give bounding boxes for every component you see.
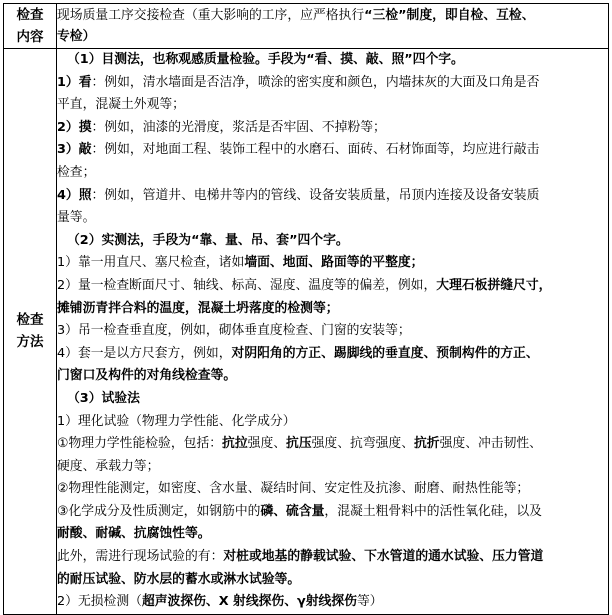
method3-sub1: 1）理化试验（物理力学性能、化学成分） bbox=[57, 413, 296, 429]
text: 等） bbox=[356, 594, 383, 610]
content-line bbox=[57, 5, 608, 26]
bold: 磷、硫含量 bbox=[260, 503, 325, 519]
bold: 大理石板拼缝尺寸， bbox=[436, 277, 552, 293]
text: ：例如，油漆的光滑度，浆活是否牢固、不掉粉等； bbox=[91, 119, 386, 135]
text: 强度、 bbox=[247, 436, 287, 452]
text: 2）无损检测（ bbox=[57, 594, 142, 610]
table-row bbox=[4, 4, 609, 49]
text: 1）靠一用直尺、塞尺检查，诸如 bbox=[57, 255, 245, 271]
header-line: 方法 bbox=[16, 334, 44, 351]
text: ，混凝土粗骨料中的活性氧化硅，以及 bbox=[324, 503, 542, 519]
method3-phys-cont: 硬度、承载力等； bbox=[57, 458, 160, 474]
text: 4）套一是以方尺套方，例如， bbox=[57, 345, 232, 361]
method1-knock-cont: 检查； bbox=[57, 164, 96, 180]
label: 1）看 bbox=[57, 74, 92, 90]
method3-ndt bbox=[57, 591, 608, 614]
method1-knock bbox=[57, 139, 608, 162]
method3-prop: ②物理性能测定，如密度、含水量、凝结时间、安定性及抗渗、耐磨、耐热性能等； bbox=[57, 481, 530, 497]
method2-lean bbox=[57, 252, 608, 275]
table-row bbox=[4, 49, 609, 615]
text: ：例如，管道井、电梯井等内的管线、设备安装质量，吊顶内连接及设备安装质 bbox=[91, 187, 540, 203]
header-line: 内容 bbox=[16, 29, 44, 45]
label: 2）摸 bbox=[57, 119, 92, 135]
text: ③化学成分及性质测定，如钢筋中的 bbox=[57, 503, 261, 519]
row-header-method bbox=[4, 49, 57, 615]
bold: 对阴阳角的方正、踢脚线的垂直度、预制构件的方正、 bbox=[231, 345, 539, 361]
method2-square-cont: 门窗口及构件的对角线检查等。 bbox=[57, 368, 237, 384]
method1-touch bbox=[57, 117, 608, 140]
bold: 超声波探伤、X 射线探伤、γ射线探伤 bbox=[141, 594, 357, 610]
bold: 墙面、地面、路面等的平整度； bbox=[244, 255, 424, 271]
method2-square bbox=[57, 343, 608, 366]
method1-light-cont: 量等。 bbox=[57, 210, 96, 226]
text: 强度、抗弯强度、 bbox=[311, 436, 414, 452]
text: 2）量一检查断面尺寸、轴线、标高、湿度、温度等的偏差，例如， bbox=[57, 277, 437, 293]
row-header-content bbox=[4, 4, 57, 49]
method2-measure-cont: 摊铺沥青拌合料的温度，混凝土坍落度的检测等； bbox=[57, 300, 339, 316]
bold: 抗折 bbox=[414, 436, 440, 452]
method3-title: （3）试验法 bbox=[67, 390, 140, 406]
method2-hang: 3）吊一检查垂直度，例如，砌体垂直度检查、门窗的安装等； bbox=[57, 323, 411, 339]
content-bold: “三检”制度，即自检、互检、 bbox=[364, 8, 535, 23]
bold: 抗拉 bbox=[222, 436, 248, 452]
text: ：例如，对地面工程、装饰工程中的水磨石、面砖、石材饰面等，均应进行敲击 bbox=[91, 142, 540, 158]
content-line: 专检） bbox=[57, 29, 96, 44]
method2-title: （2）实测法，手段为“靠、量、吊、套”四个字。 bbox=[67, 232, 349, 248]
method-cell bbox=[57, 49, 609, 615]
text: 强度、冲击韧性、 bbox=[439, 436, 542, 452]
text: ①物理力学性能检验，包括： bbox=[57, 436, 223, 452]
text: ：例如，清水墙面是否洁净，喷涂的密实度和颜色，内墙抹灰的大面及口角是否 bbox=[91, 74, 540, 90]
method2-measure bbox=[57, 275, 608, 298]
content-cell bbox=[57, 4, 609, 49]
header-line: 检查 bbox=[16, 312, 44, 329]
header-line: 检查 bbox=[16, 7, 44, 23]
method3-phys bbox=[57, 433, 608, 456]
method3-site bbox=[57, 546, 608, 569]
method3-chem bbox=[57, 501, 608, 524]
method3-chem-cont: 耐酸、耐碱、抗腐蚀性等。 bbox=[57, 526, 211, 542]
label: 3）敲 bbox=[57, 142, 92, 158]
method1-light bbox=[57, 185, 608, 208]
method1-look-cont: 平直，混凝土外观等； bbox=[57, 97, 185, 113]
method1-look bbox=[57, 72, 608, 95]
content-text: 现场质量工序交接检查（重大影响的工序，应严格执行 bbox=[57, 8, 365, 23]
bold: 对桩或地基的静载试验、下水管道的通水试验、压力管道 bbox=[223, 549, 544, 565]
label: 4）照 bbox=[57, 187, 92, 203]
text: 此外，需进行现场试验的有： bbox=[57, 549, 224, 565]
bold: 抗压 bbox=[286, 436, 312, 452]
method3-site-cont: 的耐压试验、防水层的蓄水或淋水试验等。 bbox=[57, 571, 301, 587]
method1-title: （1）目测法，也称观感质量检验。手段为“看、摸、敲、照”四个字。 bbox=[67, 52, 464, 67]
inspection-table bbox=[3, 3, 609, 615]
